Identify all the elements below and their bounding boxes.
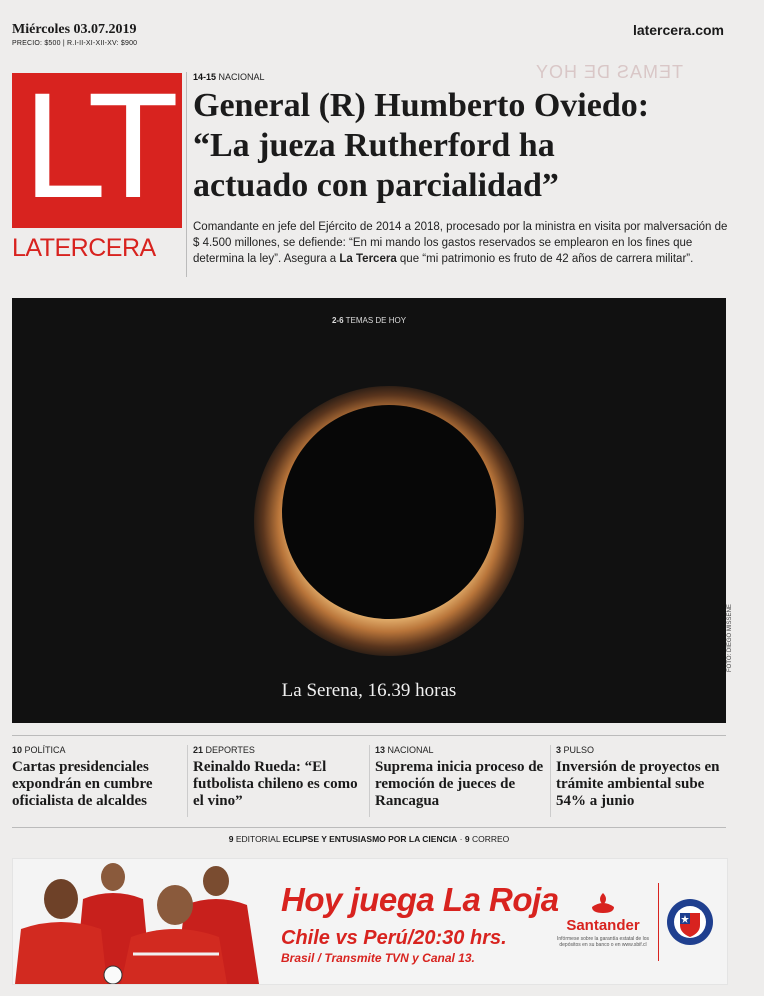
deck-brand: La Tercera — [339, 253, 397, 265]
site-url[interactable]: latercera.com — [632, 22, 724, 38]
story-deportes[interactable] — [193, 745, 365, 810]
ad-broadcast: Brasil / Transmite TVN y Canal 13. — [281, 951, 475, 965]
strip-label: CORREO — [471, 834, 510, 844]
ad-match: Chile vs Perú/20:30 hrs. — [281, 927, 507, 949]
strip-separator: · — [459, 834, 463, 844]
santander-name: Santander — [566, 917, 640, 934]
photo-credit: FOTO: DIEGO MISSENE — [727, 604, 733, 672]
photo-section: TEMAS DE HOY — [345, 316, 407, 325]
photo-section-label — [12, 316, 726, 325]
story-title: Reinaldo Rueda: “El futbolista chileno es como el vino” — [193, 759, 358, 809]
issue-date: Miércoles 03.07.2019 — [12, 22, 137, 37]
story-title: Inversión de proyectos en trámite ambiental sube 54% a junio — [556, 759, 720, 809]
story-section: NACIONAL — [387, 745, 434, 755]
lead-section-label — [193, 72, 265, 82]
story-pages: 3 — [556, 745, 562, 755]
story-politica[interactable] — [12, 745, 184, 810]
divider — [12, 827, 726, 828]
moon-disc — [282, 405, 496, 619]
headline-line: actuado con parcialidad” — [193, 167, 559, 204]
lead-section: NACIONAL — [218, 72, 265, 82]
santander-fine-print: Infórmese sobre la garantía estatal de los depósitos en su banco o en www.sbif.cl — [557, 936, 649, 948]
lead-pages: 14-15 — [193, 72, 217, 82]
issue-price: PRECIO: $500 | R.I-II-XI-XII-XV: $900 — [12, 40, 138, 47]
editorial-strip[interactable] — [12, 834, 726, 844]
deck-text: Comandante en jefe del Ejército de 2014 a 2018, procesado por la ministra en visita por malversación de $ 4.500 millones, se defiende: “En mi mando los gastos reservados se emplearon en los fines que determina la ley”. Asegura a — [193, 221, 728, 265]
eclipse-photo[interactable] — [12, 298, 726, 723]
divider — [369, 745, 370, 817]
players-illustration — [13, 859, 283, 984]
story-title: Suprema inicia proceso de remoción de jueces de Rancagua — [375, 759, 544, 809]
lead-headline[interactable] — [193, 86, 733, 206]
strip-label: EDITORIAL — [235, 834, 281, 844]
story-title: Cartas presidenciales expondrán en cumbre oficialista de alcaldes — [12, 759, 153, 809]
story-section: POLÍTICA — [24, 745, 66, 755]
deck-text-end: que “mi patrimonio es fruto de 42 años de carrera militar”. — [396, 253, 694, 265]
story-nacional[interactable] — [375, 745, 547, 810]
story-pages: 21 — [193, 745, 204, 755]
divider — [186, 72, 187, 277]
divider — [12, 735, 726, 736]
headline-line: General (R) Humberto Oviedo: — [193, 87, 650, 124]
strip-title: ECLIPSE Y ENTUSIASMO POR LA CIENCIA — [282, 834, 458, 844]
santander-advertisement[interactable] — [12, 858, 728, 985]
story-section: DEPORTES — [205, 745, 255, 755]
story-pulso[interactable] — [556, 745, 728, 810]
story-section: PULSO — [563, 745, 595, 755]
divider — [658, 883, 659, 961]
ad-headline: Hoy juega La Roja — [281, 881, 559, 918]
newspaper-logo — [12, 61, 182, 229]
photo-pages: 2-6 — [331, 316, 344, 325]
santander-flame-icon — [589, 891, 617, 915]
photo-caption: La Serena, 16.39 horas — [281, 680, 457, 701]
story-pages: 13 — [375, 745, 386, 755]
divider — [187, 745, 188, 817]
story-pages: 10 — [12, 745, 23, 755]
lead-deck — [193, 219, 733, 267]
strip-page: 9 — [228, 834, 234, 844]
logo-wordmark: LATERCERA — [12, 234, 156, 262]
strip-page: 9 — [464, 834, 470, 844]
bleed-through-text: TEMAS DE HOY — [535, 62, 684, 82]
federation-crest-icon — [665, 897, 715, 947]
santander-logo — [553, 891, 653, 948]
headline-line: “La jueza Rutherford ha — [193, 127, 555, 164]
logo-letters: LT — [23, 61, 171, 229]
divider — [550, 745, 551, 817]
